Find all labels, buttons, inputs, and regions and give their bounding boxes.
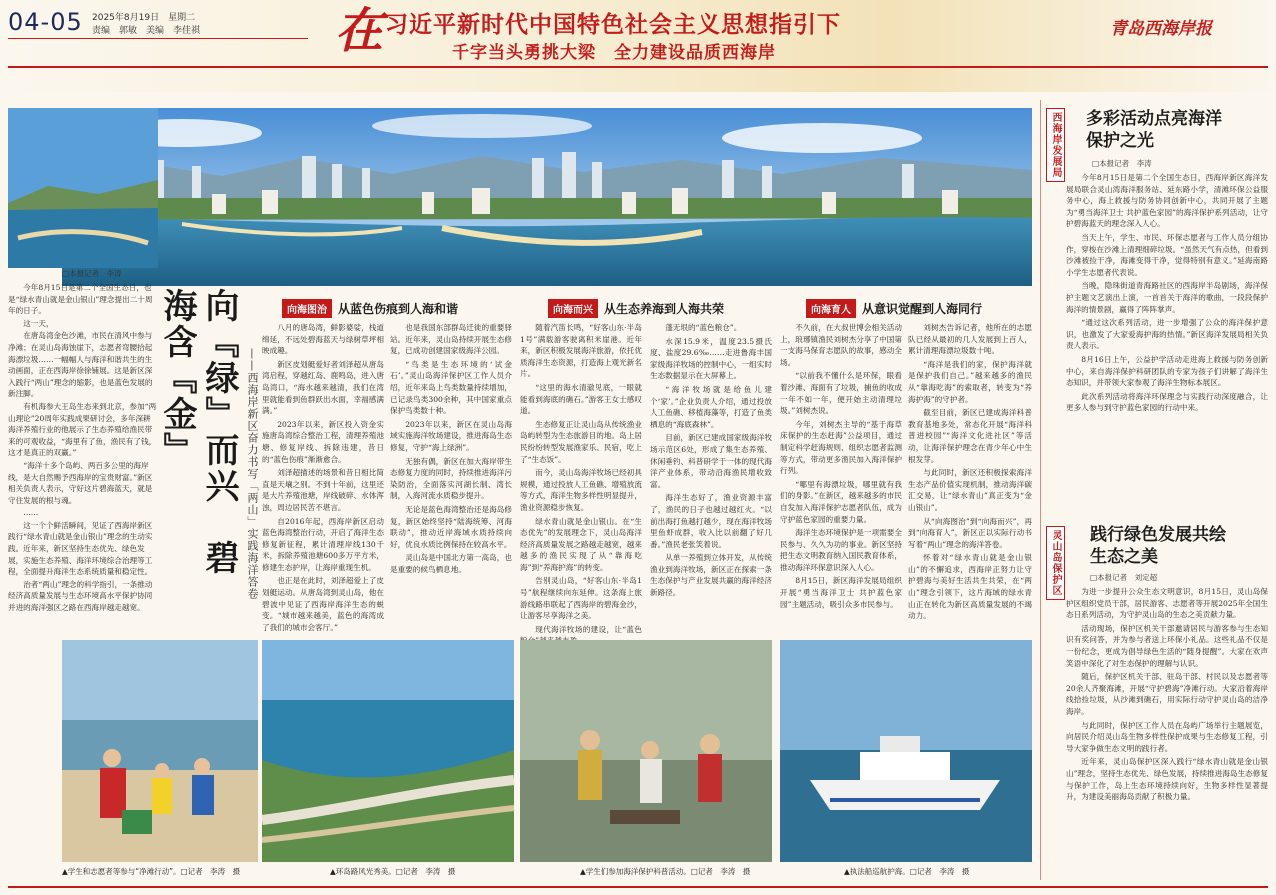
caption-2: ▲环岛路风光秀美。□记者 李涛 摄 (330, 867, 456, 876)
right2-section-tag: 灵山岛保护区 (1046, 526, 1065, 600)
editors-line: 责编 郭敏 美编 李佳祺 (92, 26, 201, 36)
bay-photo (8, 108, 158, 268)
paragraph: 从单一养殖到立体开发，从传统渔业到海洋牧场，新区正在探索一条生态保护与产业发展共赢的海洋经济新路径。 (650, 553, 772, 598)
paragraph: 蓬无垠的“蓝色粮仓”。 (665, 323, 742, 332)
lead-intro (8, 282, 158, 622)
photo-patrol-ship (780, 640, 1032, 862)
section-tag: 向海图治 (282, 299, 332, 318)
lead-photo (8, 108, 158, 268)
paragraph: 怀着对“绿水青山就是金山银山”的不懈追求，西海岸正努力让守护碧海与美好生活共生共荣，在“两山”理念引领下，这片海域的绿水青山正在转化为新区高质量发展的不竭动力。 (908, 553, 1032, 621)
paragraph: 海洋生态环境保护是一项需要全民参与、久久为功的事业。新区坚持把生态文明教育纳入国民教育体系，推动海洋环保意识深入人心。 (780, 528, 902, 572)
paragraph: 今年8月15日是第二个全国生态日，西海岸新区海洋发展局联合灵山湾海洋服务站、延东路小学，清滩环保公益服务中心，海上救援与防务协同创新中心，共同开展了主题为“勇当海洋卫士 共护蓝色家园”的海洋保护系列活动，让守护碧海蓝天的理念深入人心。 (1066, 173, 1268, 229)
section-title: 从蓝色伤痕到人海和谐 (338, 302, 459, 316)
right2-byline: □本报记者 刘定超 (1090, 573, 1158, 582)
paragraph: “这里的海水清澈见底，一眼就能看到海底的礁石。”游客王女士感叹道。 (520, 382, 642, 416)
paragraph: 随着汽笛长鸣，“好客山东·半岛1号”满载游客驶离积米崖港。近年来，新区积极发展海洋旅游，依托优质海洋生态资源，打造海上观光新名片。 (520, 323, 642, 379)
lead-paragraph: 有机海参大王岛生态来到北京，参加“两山理论”20周年实践成果研讨会，多年深耕海洋养殖行业的他展示了生态养殖给渔民带来的可观收益，“海里有了鱼，渔民有了钱，这才是真正的双赢。” (8, 401, 157, 458)
footer-rule (8, 886, 1268, 888)
lead-paragraph: 在唐岛湾金色沙滩，市民在清风中参与净滩；在灵山岛海蚀崖下，志愿者弯腰拾起海漂垃圾……一幅幅人与海洋和谐共生的生动画面，正在西海岸徐徐铺展。这是新区深入践行“两山”理念的缩影，也是蓝色发展的新注脚。 (8, 331, 153, 399)
paragraph: 刘树杰告诉记者，他所在的志愿队已经从最初的几人发展到上百人，累计清理海漂垃圾数十吨。 (908, 323, 1032, 356)
photo-science-activity (520, 640, 772, 862)
section3-column-2 (908, 322, 1032, 636)
beach-cleanup-photo (62, 640, 258, 862)
science-activity-photo (520, 640, 772, 862)
paragraph: 随后，保护区机关干部、驻岛干部、村民以及志愿者等20余人齐聚海滩，开展“守护碧海”净滩行动。大家沿着海岸线拾捡垃圾，从沙滩到礁石，用实际行动守护灵山岛的洁净海岸。 (1066, 672, 1268, 716)
lead-paragraph: 这一个个鲜活瞬间，见证了西海岸新区践行“绿水青山就是金山银山”理念的生动实践。近年来，新区坚持生态优先、绿色发展，实施生态养殖、海洋环境综合治理等工程，全面提升海洋生态系统质量和稳定性。 (8, 520, 153, 577)
issue-date: 2025年8月19日 星期二 (92, 13, 196, 23)
paragraph: 水深15.9米，温度23.5摄氏度、盐度29.6‰……走进鲁海丰国家级海洋牧场的控制中心，一组实时生态数据显示在大屏幕上。 (650, 336, 772, 381)
paragraph: 生态修复正让灵山岛从传统渔业岛屿转型为生态旅游目的地。岛上居民纷纷转型发展渔家乐、民宿，吃上了“生态饭”。 (520, 419, 642, 464)
coastal-road-photo (262, 640, 514, 862)
paragraph: 告别灵山岛，“好客山东·半岛1号”航程继续向东延伸。这条海上旅游线路串联起了西海岸的碧海金沙，让游客尽享海洋之美。 (520, 576, 642, 621)
section1-column-2 (390, 322, 512, 636)
section2-column-2 (650, 322, 772, 636)
paragraph: 现代海洋牧场的建设，让“蓝色 (535, 624, 642, 634)
paragraph: 无论是蓝色海湾整治还是海岛修复，新区始终坚持“陆海统筹、河海联动”，推动近岸海域水质持续向好，优良水质比例保持在较高水平。 (390, 504, 512, 549)
lead-paragraph: …… (23, 508, 39, 518)
paragraph: 绿水青山就是金山银山。在“生态优先”的发展理念下，灵山岛海洋经济高质量发展之路越走越宽，越来越多的渔民实现了从“靠海吃海”到“养海护海”的转变。 (520, 516, 642, 572)
right2-title: 践行绿色发展共绘生态之美 (1090, 525, 1226, 567)
photo-beach-cleanup (62, 640, 258, 862)
paragraph: “鸟类是生态环境的‘试金石’。”灵山岛海洋保护区工作人员介绍，近年来岛上鸟类数量持续增加，已记录鸟类300余种，其中国家重点保护鸟类数十种。 (390, 359, 512, 416)
hero-photo (62, 108, 1032, 286)
paragraph: “海洋是我们的家，保护海洋就是保护我们自己。”越来越多的渔民从“靠海吃海”的索取者，转变为“养海护海”的守护者。 (908, 359, 1032, 404)
paragraph: 从“向海图治”到“向海而兴”，再到“向海育人”，新区正以实际行动书写着“两山”理念的海洋答卷。 (908, 516, 1032, 549)
section-header-2 (548, 300, 724, 317)
paragraph: 无独有偶，新区在加大海岸带生态修复力度的同时，持续推进海洋污染防治，全面落实河湖长制、湾长制，入海河流水质稳步提升。 (390, 456, 512, 501)
section-header-3 (806, 300, 982, 317)
right-column-divider (1040, 100, 1041, 880)
paragraph: 今年，刘树杰主导的“基于海草床保护的生态赶海”公益项目，通过制定科学赶海规则、组织志愿者监测等方式，带动更多渔民加入海洋保护行列。 (780, 419, 902, 476)
paragraph: 8月16日上午，公益护学活动走进海上救援与防务创新中心，来自海洋保护科研团队的专家为孩子们讲解了海洋生态知识，并带领大家参观了海洋生物标本展区。 (1066, 354, 1268, 388)
lead-paragraph: 这一天， (23, 318, 54, 328)
paragraph: 2023年以来，新区投入资金实施唐岛湾综合整治工程，清理养殖池塘、修复岸线、拆除违建，昔日的“蓝色伤痕”渐渐愈合。 (262, 419, 384, 464)
paragraph: “以前我不懂什么是环保，眼看着沙滩、海面有了垃圾，捕鱼的收成一年不如一年，便开始主动清理垃圾。”刘树杰说。 (780, 371, 902, 416)
section3-column-1 (780, 322, 902, 636)
header-rule (8, 38, 308, 39)
coastal-city-photo (62, 108, 1032, 286)
right1-section-tag: 西海岸发展局 (1046, 108, 1065, 182)
right1-byline: □本报记者 李涛 (1092, 159, 1152, 168)
paragraph: 此次系列活动将海洋环保理念与实践行动深度融合，让更多人参与到守护蓝色家园的行动中来。 (1066, 391, 1268, 413)
paragraph: 不久前，在大叔世博会相关活动上，琅琊镇渔民刘树杰分享了中国第一支海马保育志愿队的故事，感动全场。 (780, 323, 902, 367)
lead-subtitle: ——西海岸新区奋力书写「两山」实践海洋答卷 (246, 348, 259, 600)
paragraph: “通过这次系列活动，进一步增强了公众的海洋保护意识，也激发了大家爱海护海的热情。”新区海洋发展局相关负责人表示。 (1066, 318, 1268, 351)
paragraph: 新区皮划艇爱好者刘泽超从唐岛湾启程，穿越红岛、鹿鸣岛，进入唐岛湾口，“海水越来越清，我们在湾里就能看到鱼群跃出水面，幸福感满满。” (262, 359, 384, 416)
header-divider (8, 66, 1268, 68)
paragraph: 与此同时，新区还积极探索海洋生态产品价值实现机制，推动海洋碳汇交易，让“绿水青山”真正变为“金山银山”。 (908, 468, 1032, 512)
paragraph: 八月的唐岛湾，鲜影婆娑，栈道绵延，不远处碧海蓝天与绿树草坪相映成趣。 (262, 323, 384, 356)
paragraph: 截至目前，新区已建成海洋科普教育基地多处，常态化开展“海洋科普进校园”“海洋文化进社区”等活动，让海洋保护理念在青少年心中生根发芽。 (908, 408, 1032, 464)
paragraph: 刘泽超描述的场景和昔日相比简直是天壤之别。不到十年前，这里还是大片养殖池塘，岸线破碎、水体浑浊，周边居民苦不堪言。 (262, 468, 384, 512)
right2-body (1066, 586, 1268, 886)
paragraph: 2023年以来，新区在灵山岛海域实施海洋牧场建设，推进海岛生态修复，守护“海上绿洲”。 (390, 419, 512, 452)
right1-title: 多彩活动点亮海洋保护之光 (1086, 109, 1222, 151)
paragraph: “海洋牧场就是给鱼儿建个‘家’。”企业负责人介绍，通过投放人工鱼礁、移植海藻等，打造了鱼类栖息的“海底森林”。 (650, 384, 772, 429)
section2-column-1 (520, 322, 642, 636)
section-title: 从意识觉醒到人海同行 (862, 302, 983, 316)
paragraph: 也是我国东部群岛迁徙的重要驿站。近年来，灵山岛持续开展生态修复，已成功创建国家级海洋公园。 (390, 323, 512, 356)
paragraph: 灵山岛是中国北方第一高岛，也是重要的候鸟栖息地。 (390, 553, 512, 574)
paragraph: 而今，灵山岛海洋牧场已经初具规模，通过投放人工鱼礁、增殖放流等方式，海洋生物多样性明显提升，渔业资源稳步恢复。 (520, 468, 642, 512)
section-title: 从生态养海到人海共荣 (604, 302, 725, 316)
section-tag: 向海育人 (806, 299, 856, 318)
caption-1: ▲学生和志愿者等参与“净滩行动”。□记者 李涛 摄 (62, 867, 241, 876)
lead-paragraph: 今年8月15日是第二个全国生态日，也是“绿水青山就是金山银山”理念提出二十周年的日子。 (8, 283, 153, 316)
photo-coastal-road (262, 640, 514, 862)
paragraph: 近年来，灵山岛保护区深入践行“绿水青山就是金山银山”理念，坚持生态优先、绿色发展，持续推进海岛生态修复与保护工作，岛上生态环境持续向好，生物多样性显著提升，为建设美丽海岛贡献了积极力量。 (1066, 757, 1268, 802)
lead-paragraph: “海洋十多个岛屿、两百多公里的海岸线，是大自然赐予西海岸的宝贵财富。”新区相关负责人表示，守好这片碧海蓝天，就是守住发展的根与魂。 (8, 460, 153, 505)
right1-body (1066, 172, 1268, 517)
paragraph: 也正是在此时，刘泽超爱上了皮划艇运动。从唐岛湾到灵山岛，他在碧波中见证了西海岸海洋生态的蜕变。“城市越来越美，蓝色的海湾成了我们的城市会客厅。” (262, 576, 384, 632)
paragraph: 海洋生态好了，渔业资源丰富了，渔民的日子也越过越红火。“以前出海打鱼越打越少，现在海洋牧场里鱼虾成群，收入比以前翻了好几番。”渔民老张笑着说。 (650, 493, 772, 549)
section-tag: 向海而兴 (548, 299, 598, 318)
section1-column-1 (262, 322, 384, 636)
paragraph: 当天上午，学生、市民、环保志愿者与工作人员分组协作，穿梭在沙滩上清理细碎垃圾。“虽然天气有点热，但看到沙滩被捡干净，海滩变得干净，觉得特别有意义。”延海南路小学生志愿者代表说。 (1066, 232, 1268, 277)
paragraph: 8月15日，新区海洋发展局组织开展“勇当海洋卫士 共护蓝色家园”主题活动，吸引众多市民参与。 (780, 576, 902, 609)
headline-main: 习近平新时代中国特色社会主义思想指引下 (385, 12, 841, 38)
headline-sub: 千字当头勇挑大梁 全力建设品质西海岸 (452, 43, 776, 63)
paragraph: 自2016年起，西海岸新区启动蓝色海湾整治行动，开启了海洋生态修复新征程，累计清理岸线130千米，拆除养殖池塘600多万平方米，修建生态护岸，让海岸重现生机。 (262, 516, 384, 572)
paragraph: 活动现场，保护区机关干部邀请居民与游客参与生态知识有奖问答，并为参与者送上环保小礼品。这些礼品不仅是一份纪念，更成为倡导绿色生活的“随身提醒”。大家在欢声笑语中深化了对生态保护的理解与认识。 (1066, 623, 1268, 668)
paper-name: 青岛西海岸报 (1110, 19, 1212, 39)
lead-title: 向『绿』而兴 碧海含『金』 (157, 288, 239, 576)
lead-paragraph: 治者“两山”理念的科学指引，一条推动经济高质量发展与生态环境高水平保护协同并进的海洋强区之路在西海岸越走越宽。 (8, 579, 153, 613)
section-header-1 (282, 300, 458, 317)
lead-byline: □本报记者 李涛 (62, 269, 122, 278)
patrol-ship-photo (780, 640, 1032, 862)
paragraph: 与此同时，保护区工作人员在岛屿广场举行主题展览，向居民介绍灵山岛生物多样性保护成果与生态修复工程，引导大家争做生态文明的践行者。 (1066, 720, 1268, 753)
paragraph: 目前，新区已建成国家级海洋牧场示范区6处，形成了集生态养殖、休闲垂钓、科普研学于一体的现代海洋产业体系，带动沿海渔民增收致富。 (650, 433, 772, 489)
page-number: 04-05 (8, 8, 83, 36)
column-logo: 在 (335, 3, 384, 59)
paragraph: 当晚，隐珠街道青海路社区的西海岸半岛剧场，海洋保护主题文艺演出上演，一首首关于海洋的歌曲，一段段保护海洋的情景剧，赢得了阵阵掌声。 (1066, 281, 1268, 314)
paragraph: 为进一步提升公众生态文明意识，8月15日，灵山岛保护区组织党员干部，居民游客、志愿者等开展2025年全国生态日系列活动，为守护灵山岛的生态之美贡献力量。 (1066, 587, 1268, 620)
paragraph: “哪里有海漂垃圾，哪里就有我们的身影。”在新区，越来越多的市民自发加入海洋保护志愿者队伍，成为守护蓝色家园的重要力量。 (780, 479, 902, 524)
caption-4: ▲执法船巡航护海。□记者 李涛 摄 (844, 867, 970, 876)
caption-3: ▲学生们参加海洋保护科普活动。□记者 李涛 摄 (580, 867, 751, 876)
